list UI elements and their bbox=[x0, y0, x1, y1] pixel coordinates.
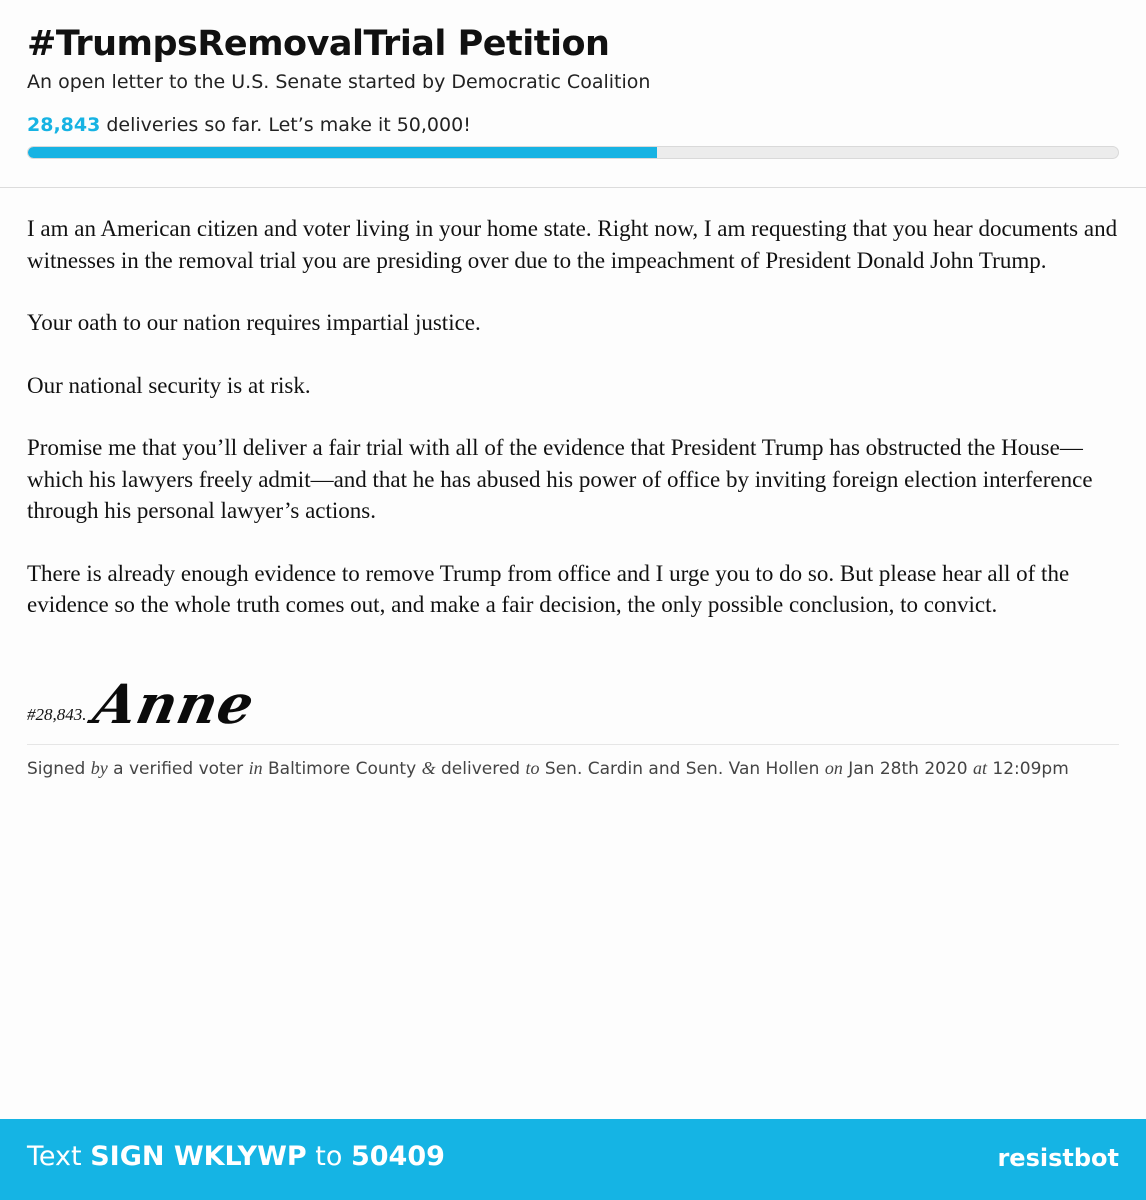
signed-label: Signed bbox=[27, 759, 86, 779]
letter-paragraph: I am an American citizen and voter living in your home state. Right now, I am requesting that you hear documents and witnesses in the removal trial you are presiding over due to the impeachment of President Donald John Trump. bbox=[27, 216, 1118, 273]
footer-text-prefix: Text bbox=[27, 1141, 82, 1172]
recipients: Sen. Cardin and Sen. Van Hollen bbox=[544, 759, 820, 779]
sms-number: 50409 bbox=[350, 1141, 445, 1172]
signature-name: Anne bbox=[88, 672, 261, 736]
progress-goal-text: deliveries so far. Let’s make it 50,000! bbox=[100, 114, 471, 136]
signed-details bbox=[27, 754, 1119, 783]
delivered-label: delivered bbox=[441, 759, 521, 779]
connector-on: on bbox=[824, 758, 843, 778]
petition-subtitle: An open letter to the U.S. Senate started by Democratic Coalition bbox=[27, 71, 651, 93]
petition-header bbox=[0, 0, 1146, 188]
footer-to: to bbox=[315, 1141, 343, 1172]
signer-type: a verified voter bbox=[113, 759, 244, 779]
letter-paragraph: Your oath to our nation requires impartial justice. bbox=[27, 310, 481, 335]
letter-paragraph: There is already enough evidence to remove Trump from office and I urge you to do so. But please hear all of the evidence so the whole truth comes out, and make a fair decision, the only possible conclusion, to convict. bbox=[27, 560, 1070, 617]
sign-keyword: SIGN WKLYWP bbox=[90, 1141, 307, 1172]
letter-paragraph: Promise me that you’ll deliver a fair trial with all of the evidence that President Trump has obstructed the House—which his lawyers freely admit—and that he has abused his power of office by inviting foreign election interference through his personal lawyer’s actions. bbox=[27, 435, 1093, 523]
signed-date: Jan 28th 2020 bbox=[848, 759, 968, 779]
signature-divider bbox=[27, 744, 1119, 745]
progress-text bbox=[27, 114, 471, 136]
signature-row bbox=[27, 672, 1119, 744]
signature-number: #28,843. bbox=[27, 705, 87, 724]
connector-at: at bbox=[973, 758, 988, 778]
connector-in: in bbox=[248, 758, 263, 778]
connector-to: to bbox=[525, 758, 540, 778]
progress-bar-fill bbox=[28, 147, 657, 158]
delivery-count: 28,843 bbox=[27, 114, 101, 136]
letter-body bbox=[27, 213, 1122, 652]
progress-bar bbox=[27, 146, 1119, 159]
connector-amp: & bbox=[421, 758, 436, 778]
connector-by: by bbox=[90, 758, 108, 778]
signer-location: Baltimore County bbox=[267, 759, 417, 779]
petition-title: #TrumpsRemovalTrial Petition bbox=[27, 24, 610, 64]
letter-paragraph: Our national security is at risk. bbox=[27, 372, 311, 398]
resistbot-logo: resistbot bbox=[997, 1144, 1119, 1172]
footer-banner bbox=[0, 1119, 1146, 1200]
signed-time: 12:09pm bbox=[992, 759, 1069, 779]
text-to-sign-instruction bbox=[27, 1141, 445, 1172]
